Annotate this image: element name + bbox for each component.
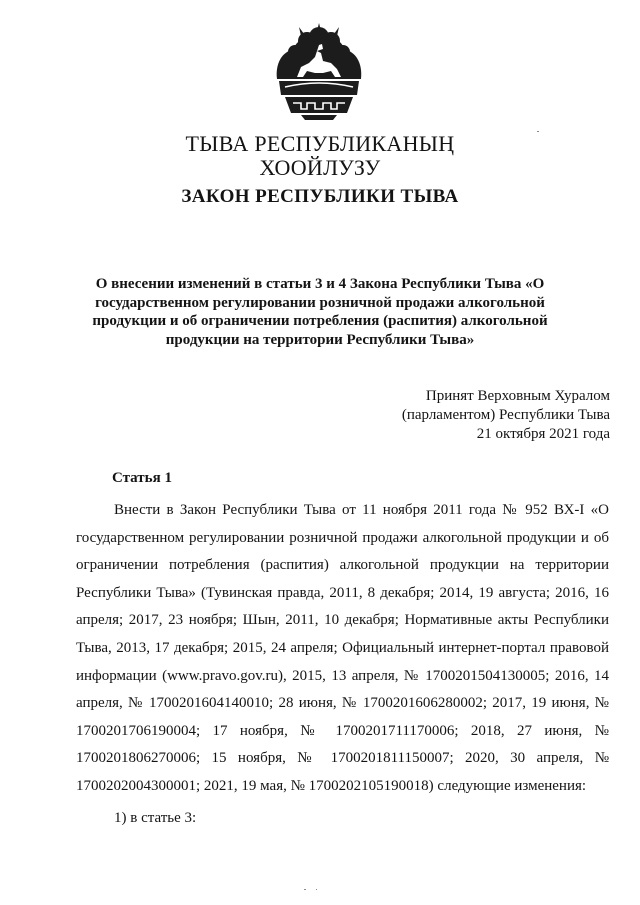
scan-speck <box>304 889 306 890</box>
article-1-title: Статья 1 <box>112 470 172 486</box>
republic-header-line2: ХООЙЛУЗУ <box>259 155 381 180</box>
adoption-line2: (парламентом) Республики Тыва <box>401 407 610 423</box>
adoption-note <box>402 387 610 444</box>
law-subject: О внесении изменений в статьи 3 и 4 Закона Республики Тыва «О государственном регулировании розничной продажи алкогольной продукции и об ограничении потребления (распития) алкогольной продукции на территории Республики Тыва» <box>92 276 548 348</box>
article-1-body: Внести в Закон Республики Тыва от 11 ноября 2011 года № 952 ВХ-I «О государственном регулировании розничной продажи алкогольной продукции и об ограничении потребления (распития) алкогольной продукции на территории Республики Тыва» (Тувинская правда, 2011, 8 декабря; 2014, 19 августа; 2016, 16 апреля; 2017, 23 ноября; Шын, 2011, 10 декабря; Нормативные акты Республики Тыва, 2013, 17 декабря; 2015, 24 апреля; Официальный интернет-портал правовой информации (www.pravo.gov.ru), 2015, 13 апреля, № 1700201504130005; 2016, 14 апреля, № 1700201604140010; 28 июня, № 1700201606280002; 2017, 19 июня, № 1700201706190004; 17 ноября, № 1700201711170006; 2018, 27 июня, № 1700201806270006; 15 ноября, № 1700201811150007; 2020, 30 апреля, № 1700202004300001; 2021, 19 мая, № 1700202105190018) следующие изменения: <box>76 502 609 794</box>
coat-of-arms-emblem <box>271 17 367 121</box>
scan-speck <box>537 131 539 132</box>
article-1-item-1: 1) в статье 3: <box>114 810 197 826</box>
republic-header <box>0 132 640 180</box>
scan-speck <box>316 889 317 890</box>
adoption-date: 21 октября 2021 года <box>476 426 610 442</box>
law-title: ЗАКОН РЕСПУБЛИКИ ТЫВА <box>181 186 459 207</box>
adoption-line1: Принят Верховным Хуралом <box>425 388 610 404</box>
republic-header-line1: ТЫВА РЕСПУБЛИКАНЫҢ <box>185 131 455 156</box>
